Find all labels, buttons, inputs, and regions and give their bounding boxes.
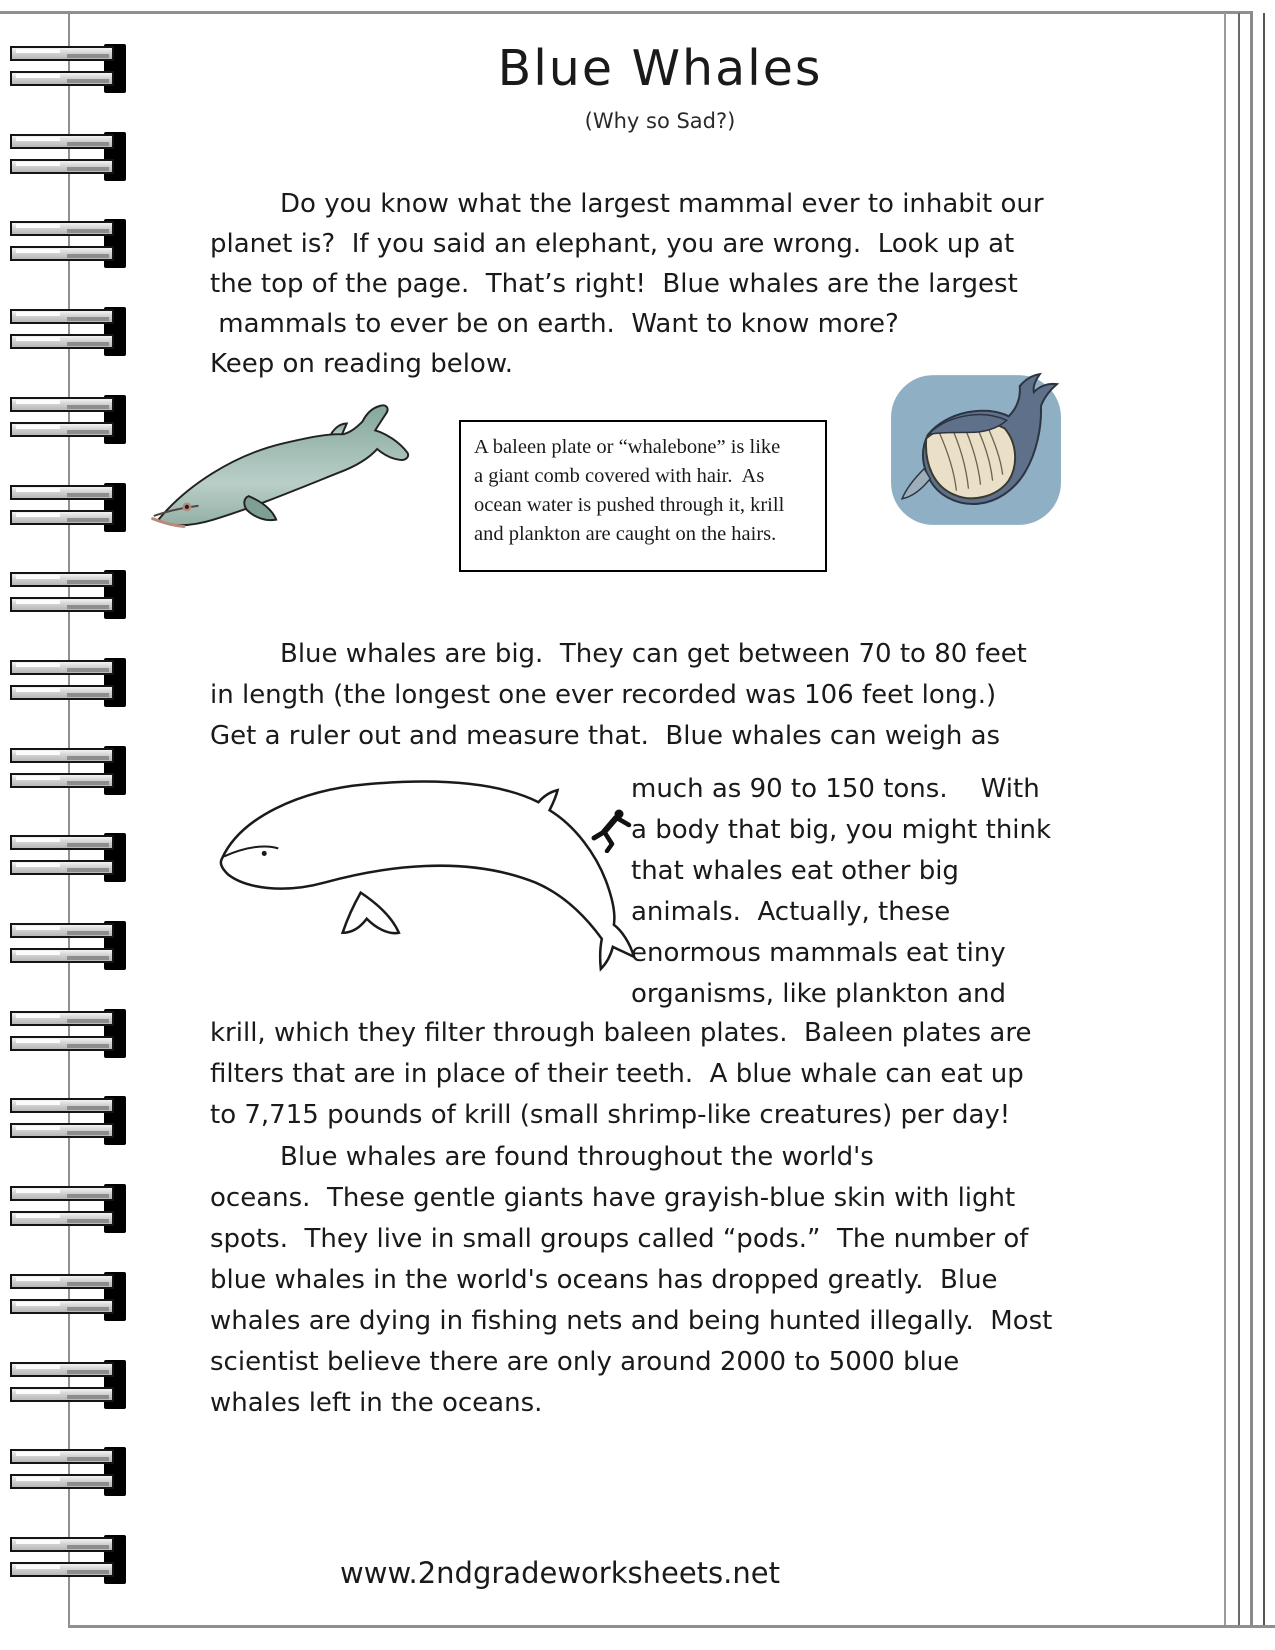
text-line: scientist believe there are only around 2000 to 5000 blue	[210, 1347, 960, 1377]
spiral-ring	[8, 1272, 126, 1322]
text-line: in length (the longest one ever recorded was 106 feet long.)	[210, 680, 997, 710]
text-line: Get a ruler out and measure that. Blue whales can weigh as	[210, 721, 1001, 751]
spiral-ring	[8, 1535, 126, 1585]
spiral-ring	[8, 1184, 126, 1234]
text-line: ocean water is pushed through it, krill	[474, 494, 785, 516]
spiral-ring	[8, 307, 126, 357]
text-line: whales are dying in fishing nets and being hunted illegally. Most	[210, 1306, 1053, 1336]
blue-whale-illustration	[143, 400, 425, 552]
spiral-ring	[8, 658, 126, 708]
spiral-ring	[8, 746, 126, 796]
spiral-ring	[8, 395, 126, 445]
page-stack-edge	[1250, 13, 1253, 1625]
text-line: and plankton are caught on the hairs.	[474, 523, 777, 545]
paragraph-size-beside-image	[631, 769, 1051, 1015]
text-line: whales left in the oceans.	[210, 1388, 543, 1418]
text-line: spots. They live in small groups called “pods.” The number of	[210, 1224, 1029, 1254]
text-line: organisms, like plankton and	[631, 979, 1007, 1009]
diver-icon	[589, 805, 633, 853]
page-stack-edge	[1263, 13, 1265, 1625]
whale-outline-drawing	[212, 766, 644, 972]
text-line: Blue whales are big. They can get between 70 to 80 feet	[280, 639, 1027, 669]
text-line: the top of the page. That’s right! Blue whales are the largest	[210, 269, 1018, 299]
text-line: oceans. These gentle giants have grayish-blue skin with light	[210, 1183, 1016, 1213]
text-line: enormous mammals eat tiny	[631, 938, 1006, 968]
spiral-ring	[8, 921, 126, 971]
page-title: Blue Whales	[497, 40, 823, 97]
text-line: Do you know what the largest mammal ever to inhabit our	[280, 189, 1044, 219]
spiral-ring	[8, 219, 126, 269]
text-line: planet is? If you said an elephant, you are wrong. Look up at	[210, 229, 1015, 259]
page-top-edge	[0, 11, 1253, 14]
page-subtitle: (Why so Sad?)	[584, 109, 736, 133]
page-bottom-edge	[68, 1625, 1275, 1628]
paragraph-size-top	[210, 634, 1027, 757]
text-line: Blue whales are found throughout the world's	[280, 1142, 874, 1172]
footer-url: www.2ndgradeworksheets.net	[340, 1556, 780, 1590]
baleen-whale-illustration	[888, 372, 1064, 528]
paragraph-intro	[210, 184, 1044, 384]
spiral-ring	[8, 1096, 126, 1146]
spiral-ring	[8, 1360, 126, 1410]
text-line: a giant comb covered with hair. As	[474, 465, 765, 487]
spiral-ring	[8, 132, 126, 182]
text-line: krill, which they filter through baleen plates. Baleen plates are	[210, 1018, 1032, 1048]
text-line: A baleen plate or “whalebone” is like	[474, 436, 781, 458]
paragraph-size-bottom	[210, 1013, 1031, 1136]
baleen-fact-box	[459, 420, 827, 572]
spiral-ring	[8, 570, 126, 620]
text-line: that whales eat other big	[631, 856, 959, 886]
text-line: blue whales in the world's oceans has dropped greatly. Blue	[210, 1265, 998, 1295]
spiral-ring	[8, 1447, 126, 1497]
text-line: animals. Actually, these	[631, 897, 951, 927]
page-header	[100, 40, 1220, 133]
text-line: filters that are in place of their teeth. A blue whale can eat up	[210, 1059, 1024, 1089]
text-line: a body that big, you might think	[631, 815, 1052, 845]
text-line: to 7,715 pounds of krill (small shrimp-like creatures) per day!	[210, 1100, 1011, 1130]
page-stack-edge	[1224, 13, 1226, 1625]
text-line: much as 90 to 150 tons. With	[631, 774, 1040, 804]
text-line: mammals to ever be on earth. Want to know more?	[210, 309, 899, 339]
spiral-ring	[8, 833, 126, 883]
page-stack-edge	[1238, 13, 1240, 1625]
text-line: Keep on reading below.	[210, 349, 513, 379]
spiral-ring	[8, 1009, 126, 1059]
paragraph-habitat	[210, 1137, 1052, 1424]
spiral-ring	[8, 483, 126, 533]
